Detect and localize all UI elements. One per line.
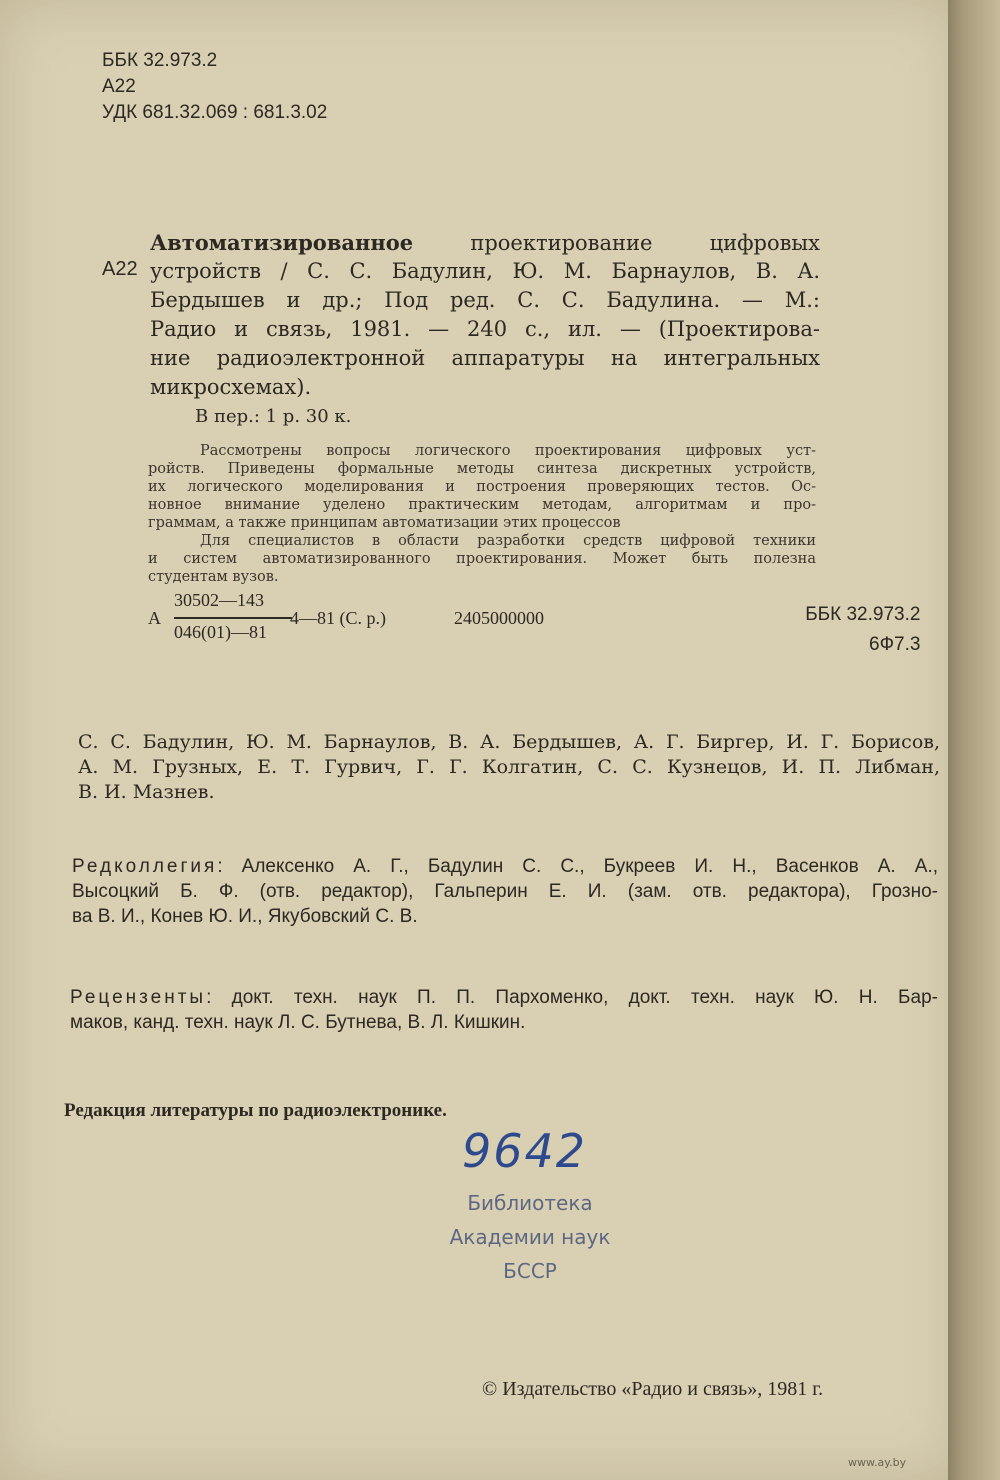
library-stamp xyxy=(410,1186,650,1288)
fraction-denominator: 046(01)—81 xyxy=(174,622,267,642)
authors-line-1: С. С. Бадулин, Ю. М. Барнаулов, В. А. Бердышев, А. Г. Биргер, И. Г. Борисов, xyxy=(78,731,940,753)
bibliographic-record xyxy=(150,228,820,402)
biblio-line-1 xyxy=(150,228,820,257)
editorial-office: Редакция литературы по радиоэлектронике. xyxy=(64,1100,447,1121)
biblio-line-5: ние радиоэлектронной аппаратуры на интегральных xyxy=(150,346,820,370)
bbk-block-right xyxy=(805,600,920,660)
board-line-1 xyxy=(72,854,938,879)
copyright-line: © Издательство «Радио и связь», 1981 г. xyxy=(482,1378,824,1400)
stamp-line-2: Академии наук xyxy=(449,1225,611,1249)
margin-index-mark: А22 xyxy=(102,258,138,280)
fraction-bar xyxy=(174,617,292,619)
board-label: Редколлегия xyxy=(72,856,218,877)
board-line-1-rest: : Алексенко А. Г., Бадулин С. С., Букреев И. Н., Васенков А. А., xyxy=(217,856,938,877)
reviewers-label: Рецензенты xyxy=(70,987,207,1008)
fraction-letter: А xyxy=(148,608,161,628)
fraction-suffix: 4—81 (С. р.) xyxy=(290,608,386,628)
stamp-line-1: Библиотека xyxy=(467,1191,593,1215)
biblio-line-3: Бердышев и др.; Под ред. С. С. Бадулина. — М.: xyxy=(150,288,820,312)
biblio-line-1-rest: проектирование цифровых xyxy=(413,231,820,255)
bbk-code: ББК 32.973.2 xyxy=(102,50,218,71)
price-line: В пер.: 1 р. 30 к. xyxy=(195,406,352,427)
stamp-line-3: БССР xyxy=(503,1259,557,1283)
biblio-line-6: микросхемах). xyxy=(150,375,312,399)
fraction-code: 2405000000 xyxy=(454,608,544,628)
reviewers-line-1-rest: : докт. техн. наук П. П. Пархоменко, докт. техн. наук Ю. Н. Бар- xyxy=(206,987,938,1008)
bbk-right-line-1: ББК 32.973.2 xyxy=(805,604,921,625)
annotation-line-3: их логического моделирования и построения проверяющих тестов. Ос- xyxy=(148,479,816,495)
annotation-line-2: ройств. Приведены формальные методы синтеза дискретных устройств, xyxy=(148,461,816,477)
udk-code: УДК 681.32.069 : 681.3.02 xyxy=(102,102,328,123)
bbk-right-line-2: 6Ф7.3 xyxy=(869,634,921,655)
reviewers-line-1 xyxy=(70,985,938,1010)
annotation xyxy=(148,442,816,586)
annotation-line-4: новное внимание уделено практическим методам, алгоритмам и про- xyxy=(148,497,816,513)
classification-codes xyxy=(102,48,327,126)
handwritten-inventory-number: 9642 xyxy=(462,1124,588,1178)
annotation-line-7: и систем автоматизированного проектирования. Может быть полезна xyxy=(148,551,816,567)
author-index: А22 xyxy=(102,76,136,97)
fraction-numerator: 30502—143 xyxy=(174,590,264,610)
authors-line-2: А. М. Грузных, Е. Т. Гурвич, Г. Г. Колгатин, С. С. Кузнецов, И. П. Либман, xyxy=(78,756,940,778)
page-edge-shadow xyxy=(948,0,1000,1480)
annotation-line-6: Для специалистов в области разработки средств цифровой техники xyxy=(200,533,816,549)
biblio-lead-title: Автоматизированное xyxy=(150,230,414,255)
authors-line-3: В. И. Мазнев. xyxy=(78,781,215,803)
annotation-line-5: граммам, а также принципам автоматизации этих процессов xyxy=(148,515,621,531)
reviewers-line-2: маков, канд. техн. наук Л. С. Бутнева, В. Л. Кишкин. xyxy=(70,1012,526,1033)
board-line-2: Высоцкий Б. Ф. (отв. редактор), Гальперин Е. И. (зам. отв. редактора), Грозно- xyxy=(72,881,938,902)
editorial-board xyxy=(72,854,938,929)
reviewers xyxy=(70,985,938,1035)
board-line-3: ва В. И., Конев Ю. И., Якубовский С. В. xyxy=(72,906,418,927)
biblio-line-2: устройств / С. С. Бадулин, Ю. М. Барнаулов, В. А. xyxy=(150,259,820,283)
biblio-line-4: Радио и связь, 1981. — 240 с., ил. — (Проектирова- xyxy=(150,317,820,341)
annotation-line-1: Рассмотрены вопросы логического проектирования цифровых уст- xyxy=(200,443,816,459)
site-watermark: www.ay.by xyxy=(848,1456,907,1469)
annotation-line-8: студентам вузов. xyxy=(148,569,279,585)
authors-list xyxy=(78,730,940,805)
